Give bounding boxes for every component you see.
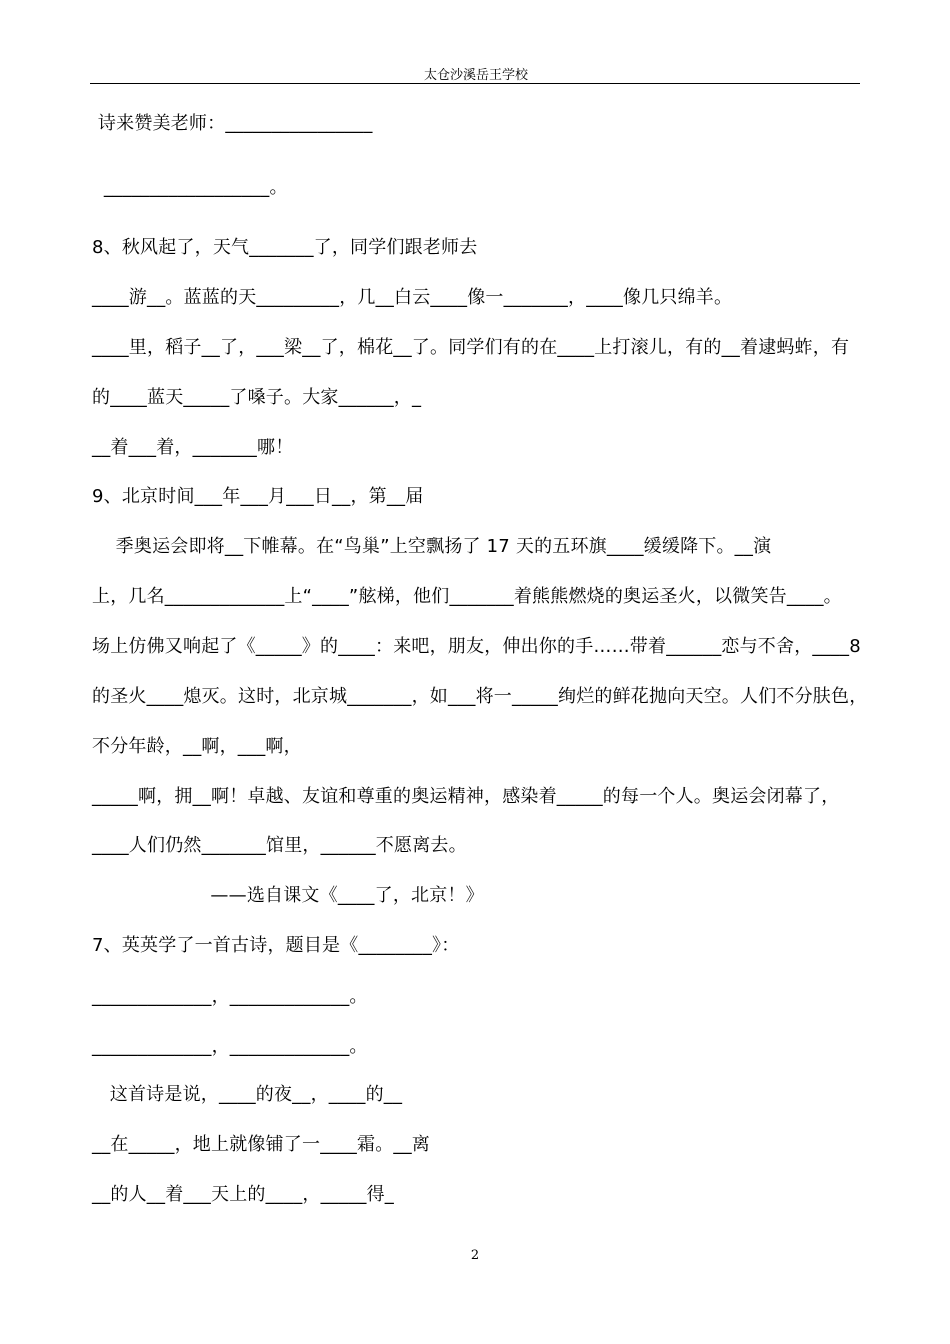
text-line: ____里，稻子__了，___梁__了，棉花__了。同学们有的在____上打滚儿，有的__着逮蚂蚱，有	[92, 337, 850, 358]
text-line: 上，几名_____________上“____”舷梯，他们_______着熊熊燃烧的奥运圣火，以微笑告____。	[92, 586, 842, 607]
text-line: 场上仿佛又响起了《_____》的____：来吧，朋友，伸出你的手……带着______恋与不舍，____8	[92, 636, 861, 657]
text-line: __________________。	[92, 177, 288, 198]
text-line: 这首诗是说，____的夜__，____的__	[92, 1084, 403, 1105]
text-line: __着___着，_______哪！	[92, 437, 294, 458]
text-line: 的圣火____熄灭。这时，北京城_______，如___将一_____绚烂的鲜花抛向天空。人们不分肤色，	[92, 686, 868, 707]
text-line: _____啊，拥__啊！卓越、友谊和尊重的奥运精神，感染着_____的每一个人。奥运会闭幕了，	[92, 786, 840, 807]
header-rule	[90, 83, 860, 84]
text-line: 诗来赞美老师：________________	[92, 113, 373, 134]
page-header-school: 太仓沙溪岳王学校	[423, 68, 528, 83]
text-line: 8、秋风起了，天气_______了，同学们跟老师去	[92, 237, 478, 258]
text-line: 9、北京时间___年___月___日__，第__届	[92, 486, 424, 507]
page-number: 2	[470, 1248, 480, 1263]
text-line: 的____蓝天_____了嗓子。大家______，_	[92, 387, 422, 408]
text-line: 不分年龄，__啊，___啊，	[92, 736, 302, 757]
source-citation: ——选自课文《____了，北京！》	[92, 885, 484, 906]
text-line: ____人们仍然_______馆里，______不愿离去。	[92, 835, 467, 856]
text-line: _____________，_____________。	[92, 1036, 368, 1057]
text-line: __的人__着___天上的____，_____得_	[92, 1184, 394, 1205]
text-line: __在_____，地上就像铺了一____霜。__离	[92, 1134, 430, 1155]
text-line: _____________，_____________。	[92, 986, 368, 1007]
text-line: ____游__。蓝蓝的天_________，几__白云____像一_______，____像几只绵羊。	[92, 287, 733, 308]
text-line: 7、英英学了一首古诗，题目是《________》：	[92, 935, 460, 956]
text-line: 季奥运会即将__下帷幕。在“鸟巢”上空飘扬了 17 天的五环旗____缓缓降下。__演	[92, 536, 772, 557]
